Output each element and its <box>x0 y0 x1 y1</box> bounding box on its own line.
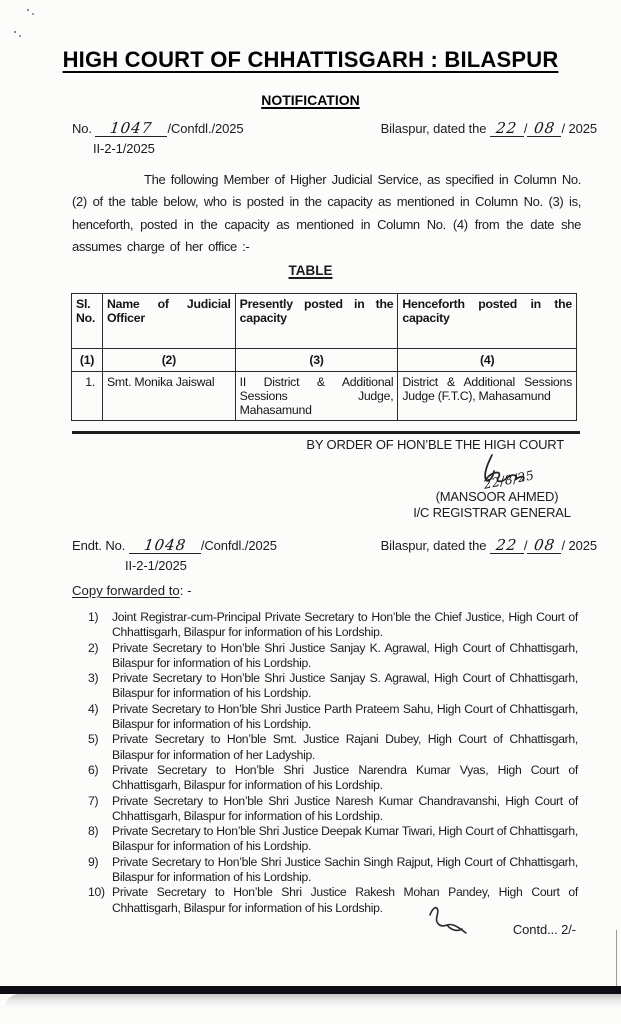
list-item-number: 7) <box>88 793 99 808</box>
list-item <box>88 855 578 886</box>
ref-date-year: 2025 <box>568 121 597 136</box>
list-item-number: 6) <box>88 762 99 777</box>
endt-date-slash: / <box>561 538 565 553</box>
list-item-text: Private Secretary to Hon’ble Shri Justice Parth Prateem Sahu, High Court of Chhattisgarh, Bilaspur for information of his Lordship. <box>112 701 578 732</box>
table-heading <box>0 263 621 278</box>
list-item-number: 8) <box>88 824 99 839</box>
endorsement-date-block <box>381 538 597 554</box>
notification-heading-text: NOTIFICATION <box>261 92 360 108</box>
scan-edge-line <box>616 930 618 988</box>
list-item-text: Joint Registrar-cum-Principal Private Secretary to Hon’ble the Chief Justice, High Court of Chhattisgarh, Bilaspur for information of his Lordship. <box>112 610 578 640</box>
list-item-text: Private Secretary to Hon’ble Shri Justice Sanjay S. Agrawal, High Court of Chhattisgarh, Bilaspur for information of his Lordship. <box>112 671 578 701</box>
col-header-henceforth: Henceforth posted in the capacity <box>398 294 577 349</box>
ref-no-label: No. <box>72 121 92 136</box>
page-title <box>0 47 621 73</box>
list-item-text: Private Secretary to Hon’ble Shri Justice Deepak Kumar Tiwari, High Court of Chhattisgarh, Bilaspur for information of his Lordship. <box>112 824 578 854</box>
signatory-name: (MANSOOR AHMED) <box>435 489 559 504</box>
document-type-heading <box>0 92 621 108</box>
cell-sl-no: 1. <box>72 372 103 421</box>
list-item-number: 5) <box>88 732 99 747</box>
body-paragraph: The following Member of Higher Judicial Service, as specified in Column No. (2) of the table below, who is posted in the capacity as mentioned in Column No. (3) is, henceforth, posted in the capacity as mentioned in Column No. (4) from the date she assumes charge of her office :- <box>72 172 581 255</box>
index-cell: (3) <box>235 349 398 372</box>
endt-no-suffix: /Confdl./2025 <box>200 538 277 553</box>
ref-file-number: II-2-1/2025 <box>93 141 155 156</box>
list-item <box>88 641 578 672</box>
list-item <box>88 794 578 825</box>
scan-speck <box>27 9 29 11</box>
next-page-edge <box>5 994 621 1010</box>
initials-scribble <box>422 901 480 943</box>
ref-date-month-underline <box>527 119 561 137</box>
endt-no-handwritten: 1048 <box>142 536 188 554</box>
reference-number-block <box>72 121 244 156</box>
copy-forwarded-heading <box>72 583 192 598</box>
ref-date-slash: / <box>523 121 528 136</box>
endt-date-slash: / <box>523 538 528 553</box>
list-item <box>88 610 578 641</box>
list-item-text: Private Secretary to Hon’ble Shri Justice Narendra Kumar Vyas, High Court of Chhattisgarh, Bilaspur for information of his Lordship. <box>112 762 578 793</box>
posting-table <box>71 293 577 421</box>
ref-date-month-handwritten: 08 <box>532 119 557 137</box>
horizontal-rule <box>72 431 580 434</box>
ref-no-underline <box>95 119 167 137</box>
cell-officer-name: Smt. Monika Jaiswal <box>102 372 235 421</box>
list-item <box>88 732 578 763</box>
scan-speck <box>14 31 16 33</box>
endt-date-prefix: Bilaspur, dated the <box>380 538 487 553</box>
table-header-row <box>72 294 577 349</box>
continuation-note: Contd... 2/- <box>512 922 576 937</box>
list-item <box>88 885 578 916</box>
table-index-row <box>72 349 577 372</box>
list-item-text: Private Secretary to Hon’ble Shri Justice Naresh Kumar Chandravanshi, High Court of Chhattisgarh, Bilaspur for information of his Lordship. <box>112 793 578 823</box>
endt-file-number: II-2-1/2025 <box>125 558 187 573</box>
endt-date-day-handwritten: 22 <box>495 536 519 554</box>
list-item <box>88 763 578 794</box>
list-item-text: Private Secretary to Hon’ble Shri Justice Rakesh Mohan Pandey, High Court of Chhattisgarh, Bilaspur for information of his Lordship. <box>112 885 578 915</box>
ref-date-slash: / <box>561 121 565 136</box>
list-item-number: 3) <box>88 671 99 686</box>
reference-line <box>72 121 597 156</box>
signatory-title: I/C REGISTRAR GENERAL <box>413 505 571 520</box>
table-row <box>72 372 577 421</box>
ref-date-day-underline <box>490 119 524 137</box>
ref-no-handwritten: 1047 <box>109 119 154 137</box>
cell-henceforth-capacity: District & Additional Sessions Judge (F.T.C), Mahasamund <box>398 372 577 421</box>
col-header-presently: Presently posted in the capacity <box>235 294 398 349</box>
list-item-number: 1) <box>88 610 99 624</box>
ref-no-suffix: /Confdl./2025 <box>167 121 244 136</box>
endt-date-year: 2025 <box>568 538 597 553</box>
ref-date-day-handwritten: 22 <box>495 119 519 137</box>
court-title-text: HIGH COURT OF CHHATTISGARH : BILASPUR <box>62 47 559 72</box>
index-cell: (1) <box>72 349 103 372</box>
copy-forwarded-text: Copy forwarded to <box>72 583 180 598</box>
endt-date-month-handwritten: 08 <box>532 536 557 554</box>
by-order-text: BY ORDER OF HON’BLE THE HIGH COURT <box>306 437 564 452</box>
list-item-text: Private Secretary to Hon’ble Shri Justice Sachin Singh Rajput, High Court of Chhattisgarh, Bilaspur for information of his Lordship. <box>112 854 578 885</box>
signature-date-mark: 22/8/25 <box>482 467 536 492</box>
list-item-number: 9) <box>88 854 99 869</box>
list-item-text: Private Secretary to Hon’ble Shri Justice Sanjay K. Agrawal, High Court of Chhattisgarh, Bilaspur for information of his Lordship. <box>112 640 578 670</box>
list-item-number: 4) <box>88 701 99 716</box>
index-cell: (4) <box>398 349 577 372</box>
endt-date-day-underline <box>490 536 524 554</box>
cell-present-capacity: II District & Additional Sessions Judge, Mahasamund <box>235 372 398 421</box>
list-item <box>88 702 578 733</box>
index-cell: (2) <box>102 349 235 372</box>
ref-date-prefix: Bilaspur, dated the <box>380 121 487 136</box>
list-item <box>88 671 578 702</box>
list-item-number: 2) <box>88 640 99 655</box>
distribution-list <box>88 610 578 916</box>
list-item-text: Private Secretary to Hon’ble Smt. Justice Rajani Dubey, High Court of Chhattisgarh, Bilaspur for information of her Ladyship. <box>112 732 578 762</box>
page-bottom-scan-bar <box>0 986 621 994</box>
col-header-sl-no: Sl. No. <box>72 294 103 349</box>
copy-forwarded-suffix: : - <box>179 583 192 598</box>
reference-date-block <box>381 121 597 137</box>
endt-date-month-underline <box>527 536 561 554</box>
endorsement-number-block <box>72 538 277 573</box>
table-heading-text: TABLE <box>288 263 333 278</box>
list-item <box>88 824 578 855</box>
endt-no-underline <box>129 536 201 554</box>
endorsement-line <box>72 538 597 573</box>
list-item-number: 10) <box>88 885 105 900</box>
endt-label: Endt. No. <box>72 538 126 553</box>
col-header-name: Name of Judicial Officer <box>102 294 235 349</box>
